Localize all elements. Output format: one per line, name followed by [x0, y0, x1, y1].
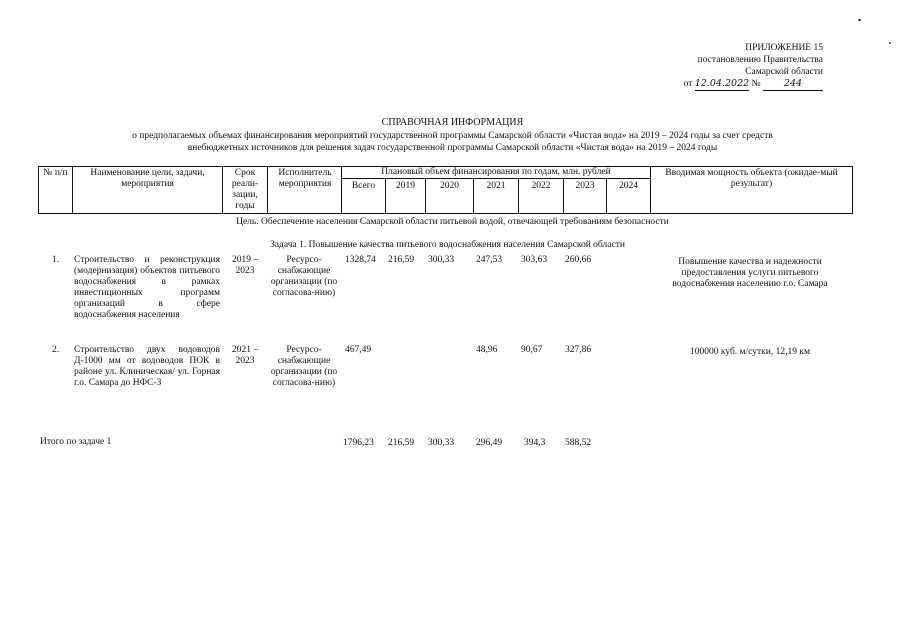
row-2023: 327,86 — [565, 345, 592, 355]
row-name: Строительство и реконструкция (модернизация) объектов питьевого водоснабжения в рамках инвестиционных программ организаций в сфере водоснабжения населения — [74, 255, 220, 320]
row-num: 1. — [52, 255, 60, 265]
row-term: 2019 – 2023 — [231, 255, 259, 276]
scan-speck — [858, 19, 861, 21]
appendix-line2: постановлению Правительства — [697, 55, 823, 65]
summary-2019: 216,59 — [388, 438, 415, 448]
appendix-line3: Самарской области — [745, 67, 823, 77]
header-2019: 2019 — [396, 181, 415, 191]
header-plan: Плановый объем финансирования по годам, млн. рублей — [381, 167, 611, 177]
row-executor: Ресурсо-снабжающие организации (по согласова-нию) — [270, 345, 338, 388]
header-term — [223, 168, 267, 212]
row-executor: Ресурсо-снабжающие организации (по согласова-нию) — [270, 255, 338, 298]
appendix-block — [684, 42, 823, 91]
header-executor: Исполнитель мероприятия — [278, 168, 332, 189]
date-prefix: от — [683, 79, 693, 89]
doc-heading: СПРАВОЧНАЯ ИНФОРМАЦИЯ — [381, 117, 524, 128]
row-num: 2. — [52, 345, 60, 355]
row-result: 100000 куб. м/сутки, 12,19 км — [689, 347, 811, 357]
appendix-date-line — [684, 78, 823, 91]
header-term-l2: реали- — [231, 179, 259, 189]
row-2020: 300,33 — [428, 255, 455, 265]
row-total: 467,49 — [345, 345, 372, 355]
row-2021: 247,53 — [476, 255, 503, 265]
doc-subheading-1: о предполагаемых объемах финансирования мероприятий государственной программы Самарской области «Чистая вода» на 2019 – 2024 годы за счет средств — [132, 131, 773, 141]
summary-2020: 300,33 — [428, 438, 455, 448]
summary-2021: 296,49 — [476, 438, 503, 448]
date-handwritten: 12.04.2022 — [694, 78, 750, 89]
header-term-l1: Срок — [234, 168, 256, 178]
row-2022: 90,67 — [521, 345, 543, 355]
scan-speck — [889, 42, 891, 44]
summary-total: 1796,23 — [343, 438, 374, 448]
header-2021: 2021 — [486, 181, 506, 191]
doc-subheading-2: внебюджетных источников для решения задач государственной программы Самарской области «Чистая вода» на 2019 – 2024 годы — [187, 143, 718, 153]
row-2022: 303,63 — [521, 255, 548, 265]
header-result: Вводимая мощность объекта (ожидае-мый результат) — [665, 168, 838, 189]
row-2019: 216,59 — [388, 255, 415, 265]
summary-label: Итого по задаче 1 — [40, 437, 112, 447]
goal-line: Цель. Обеспечение населения Самарской области питьевой водой, отвечающей требованиям безопасности — [236, 217, 669, 227]
row-2023: 260,66 — [565, 255, 592, 265]
header-2022: 2022 — [531, 181, 551, 191]
header-name: Наименование цели, задачи, мероприятия — [90, 168, 205, 189]
header-2024: 2024 — [619, 181, 638, 191]
number-prefix: № — [751, 79, 761, 89]
row-2021: 48,96 — [476, 345, 498, 355]
row-name: Строительство двух водоводов Д-1000 мм от водоводов ПОК в районе ул. Клиническая/ ул. Горная г.о. Самара до НФС-3 — [74, 345, 220, 388]
summary-2023: 588,52 — [565, 438, 592, 448]
row-result: Повышение качества и надежности предоставления услуги питьевого водоснабжения населению г.о. Самара — [672, 257, 828, 289]
row-term: 2021 – 2023 — [231, 345, 259, 366]
header-total: Всего — [351, 181, 376, 191]
header-2020: 2020 — [440, 181, 459, 191]
header-term-l4: годы — [235, 201, 255, 211]
task-line: Задача 1. Повышение качества питьевого водоснабжения населения Самарской области — [270, 240, 625, 250]
appendix-title: ПРИЛОЖЕНИЕ 15 — [745, 43, 823, 53]
header-num: № п/п — [43, 168, 68, 178]
header-term-l3: зации, — [232, 190, 258, 200]
row-total: 1328,74 — [345, 255, 376, 265]
summary-2022: 394,3 — [524, 438, 546, 448]
header-2023: 2023 — [575, 181, 595, 191]
number-handwritten: 244 — [763, 78, 823, 91]
